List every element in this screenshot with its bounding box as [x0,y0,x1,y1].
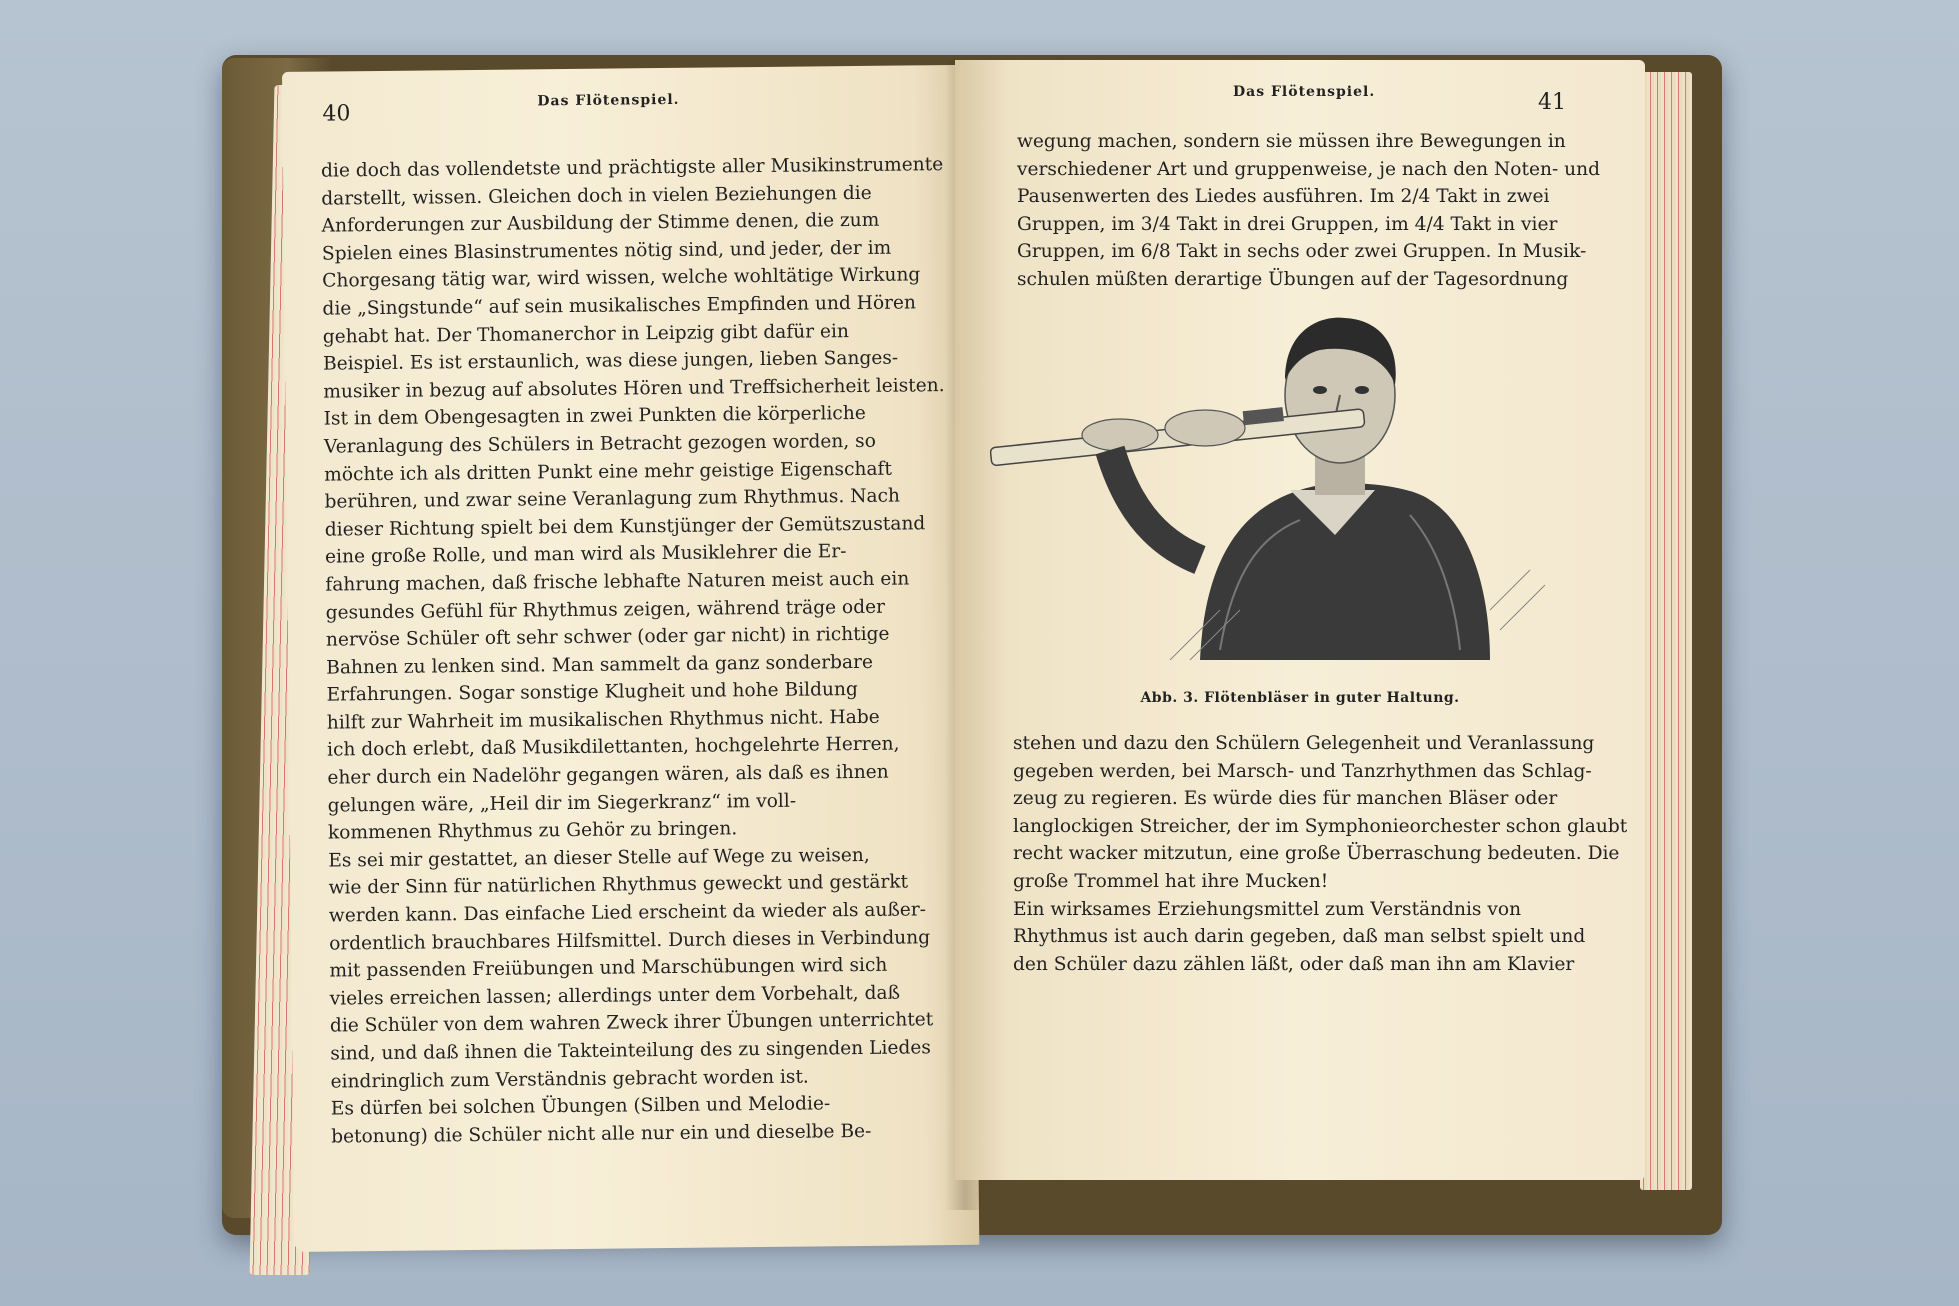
text-line: recht wacker mitzutun, eine große Überraschung bedeuten. Die [1013,843,1620,865]
text-line: Ist in dem Obengesagten in zwei Punkten die körperliche [323,403,866,430]
text-line: gegeben werden, bei Marsch- und Tanzrhythmen das Schlag- [1013,760,1592,782]
text-line: langlockigen Streicher, der im Symphonieorchester schon glaubt [1013,815,1628,837]
text-line: große Trommel hat ihre Mucken! [1013,870,1329,892]
text-line: stehen und dazu den Schülern Gelegenheit und Veranlassung [1013,733,1595,754]
text-line: betonung) die Schüler nicht alle nur ein und dieselbe Be- [331,1120,872,1148]
text-line: die „Singstunde“ auf sein musikalisches Empfinden und Hören [322,292,917,320]
running-head-left: Das Flötenspiel. [537,91,680,110]
text-line: sind, und daß ihnen die Takteinteilung des zu singenden Liedes [330,1037,931,1065]
text-line: gelungen wäre, „Heil dir im Siegerkranz“ im voll- [327,790,797,817]
text-line: wie der Sinn für natürlichen Rhythmus geweckt und gestärkt [328,871,909,899]
text-line: nervöse Schüler oft sehr schwer (oder gar nicht) in richtige [325,623,890,651]
text-line: Chorgesang tätig war, wird wissen, welche wohltätige Wirkung [322,264,921,292]
text-line: Anforderungen zur Ausbildung der Stimme denen, die zum [321,209,880,237]
text-line: mit passenden Freiübungen und Marschübungen wird sich [329,954,888,982]
text-line: die Schüler von dem wahren Zweck ihrer Übungen unterrichtet [329,1009,934,1037]
page-number-left: 40 [322,101,351,127]
figure-caption: Abb. 3. Flötenbläser in guter Haltung. [1140,690,1460,706]
text-line: Es dürfen bei solchen Übungen (Silben und Melodie- [330,1093,831,1120]
right-page-text-bottom [1013,730,1628,978]
left-page-text [321,151,951,1151]
text-line: eine große Rolle, und man wird als Musiklehrer die Er- [324,541,847,568]
page-edges-right [1640,72,1692,1190]
text-line: Gruppen, im 3/4 Takt in drei Gruppen, im 4/4 Takt in vier [1017,213,1558,235]
right-page [955,60,1645,1180]
text-line: vieles erreichen lassen; allerdings unter dem Vorbehalt, daß [329,982,901,1010]
text-line: gesundes Gefühl für Rhythmus zeigen, während träge oder [325,596,886,624]
text-line: Gruppen, im 6/8 Takt in sechs oder zwei Gruppen. In Musik- [1017,241,1587,263]
text-line: dieser Richtung spielt bei dem Kunstjünger der Gemütszustand [324,513,926,541]
text-line: eher durch ein Nadelöhr gegangen wären, als daß es ihnen [327,761,889,789]
text-line: Ein wirksames Erziehungsmittel zum Verständnis von [1013,898,1522,920]
text-line: darstellt, wissen. Gleichen doch in vielen Beziehungen die [321,182,872,210]
text-line: wegung machen, sondern sie müssen ihre Bewegungen in [1017,131,1566,152]
text-line: die doch das vollendetste und prächtigste aller Musikinstrumente [320,154,944,182]
left-page [282,65,979,1252]
text-line: Erfahrungen. Sogar sonstige Klugheit und hohe Bildung [326,679,858,706]
text-line: möchte ich als dritten Punkt eine mehr geistige Eigenschaft [324,458,892,486]
text-line: berühren, und zwar seine Veranlagung zum Rhythmus. Nach [324,485,901,513]
text-line: Bahnen zu lenken sind. Man sammelt da ganz sonderbare [326,651,874,679]
text-line: schulen müßten derartige Übungen auf der Tagesordnung [1017,268,1569,290]
text-line: ich doch erlebt, daß Musikdilettanten, hochgelehrte Herren, [326,734,900,762]
text-line: ordentlich brauchbares Hilfsmittel. Durch dieses in Verbindung [329,926,931,955]
text-line: kommenen Rhythmus zu Gehör zu bringen. [327,818,738,844]
text-line: Rhythmus ist auch darin gegeben, daß man selbst spielt und [1013,926,1586,948]
text-line: Pausenwerten des Liedes ausführen. Im 2/4 Takt in zwei [1017,186,1550,208]
text-line: Veranlagung des Schülers in Betracht gezogen worden, so [323,430,876,458]
text-line: den Schüler dazu zählen läßt, oder daß man ihn am Klavier [1013,953,1575,975]
right-page-text-top [1017,128,1617,294]
text-line: Spielen eines Blasinstrumentes nötig sind, und jeder, der im [321,237,892,265]
text-line: musiker in bezug auf absolutes Hören und Treffsicherheit leisten. [323,374,945,403]
text-line: Es sei mir gestattet, an dieser Stelle auf Wege zu weisen, [328,844,870,872]
running-head-right: Das Flötenspiel. [1233,84,1376,100]
text-line: fahrung machen, daß frische lebhafte Naturen meist auch ein [325,568,910,596]
text-line: hilft zur Wahrheit im musikalischen Rhythmus nicht. Habe [326,706,880,734]
text-line: gehabt hat. Der Thomanerchor in Leipzig gibt dafür ein [322,320,850,348]
text-line: werden kann. Das einfache Lied erscheint da wieder als außer- [328,899,927,927]
page-number-right: 41 [1538,90,1566,115]
text-line: eindringlich zum Verständnis gebracht worden ist. [330,1066,809,1093]
text-line: zeug zu regieren. Es würde dies für manchen Bläser oder [1013,788,1558,810]
text-line: verschiedener Art und gruppenweise, je nach den Noten- und [1017,158,1600,180]
text-line: Beispiel. Es ist erstaunlich, was diese jungen, lieben Sanges- [322,347,899,375]
flute-player-illustration [990,310,1610,660]
